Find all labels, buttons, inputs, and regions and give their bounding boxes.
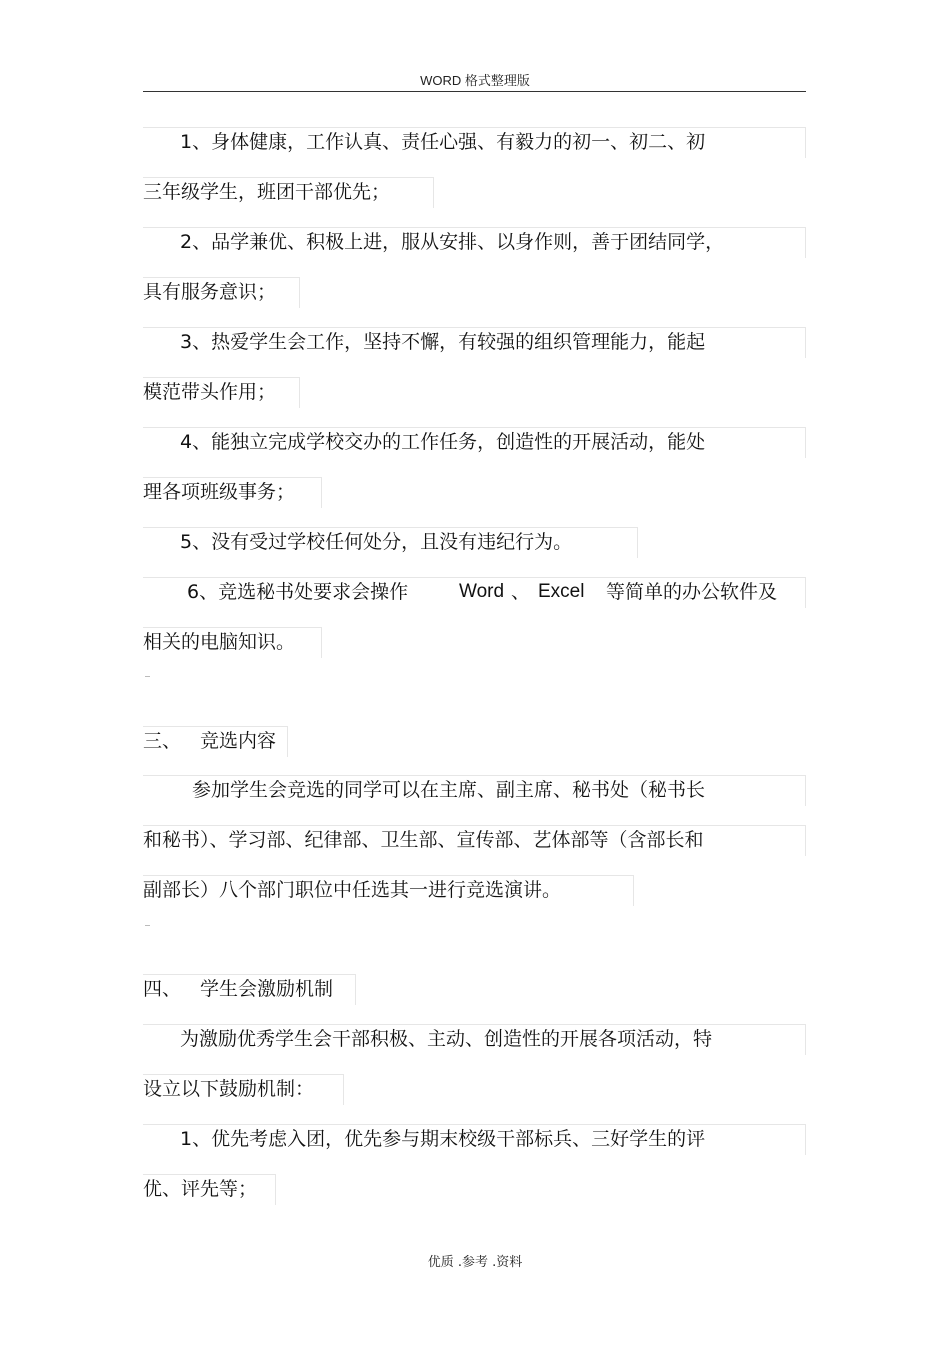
requirement-5: 5、没有受过学校任何处分，且没有违纪行为。	[180, 531, 573, 553]
section-3-body-line-3: 副部长）八个部门职位中任选其一进行竞选演讲。	[143, 879, 562, 901]
separator-mark	[145, 925, 150, 926]
section-4-title: 学生会激励机制	[200, 978, 334, 1000]
requirement-4-line-2: 理各项班级事务；	[143, 481, 296, 503]
section-3-body-line-1: 参加学生会竞选的同学可以在主席、副主席、秘书处（秘书长	[192, 779, 706, 801]
requirement-3-line-2: 模范带头作用；	[143, 381, 277, 403]
requirement-6-line-2: 相关的电脑知识。	[143, 631, 296, 653]
header-rule	[143, 91, 806, 92]
incentive-1-line-2: 优、评先等；	[143, 1178, 258, 1200]
section-4-body-line-2: 设立以下鼓励机制：	[143, 1078, 315, 1100]
page-header: WORD 格式整理版	[420, 73, 530, 88]
requirement-6-word: Word	[459, 581, 505, 602]
requirement-3-line-1: 3、热爱学生会工作，坚持不懈，有较强的组织管理能力，能起	[180, 331, 706, 353]
page-footer: 优质 .参考 .资料	[427, 1255, 523, 1270]
section-4-number: 四、	[143, 978, 182, 1000]
requirement-1-line-1: 1、身体健康，工作认真、责任心强、有毅力的初一、初二、初	[180, 131, 706, 153]
section-4-body-line-1: 为激励优秀学生会干部积极、主动、创造性的开展各项活动，特	[180, 1028, 713, 1050]
section-3-number: 三、	[143, 730, 182, 752]
requirement-4-line-1: 4、能独立完成学校交办的工作任务，创造性的开展活动，能处	[180, 431, 706, 453]
separator-mark	[145, 676, 150, 677]
requirement-2-line-2: 具有服务意识；	[143, 281, 277, 303]
requirement-6-part-1: 6、竞选秘书处要求会操作	[187, 581, 409, 603]
section-3-title: 竞选内容	[200, 730, 277, 752]
requirement-6-part-2: 等简单的办公软件及	[606, 581, 778, 603]
requirement-1-line-2: 三年级学生，班团干部优先；	[143, 181, 391, 203]
section-3-body-line-2: 和秘书）、学习部、纪律部、卫生部、宣传部、艺体部等（含部长和	[143, 829, 704, 851]
requirement-2-line-1: 2、品学兼优、积极上进，服从安排、以身作则，善于团结同学，	[180, 231, 725, 253]
incentive-1-line-1: 1、优先考虑入团，优先参与期末校级干部标兵、三好学生的评	[180, 1128, 706, 1150]
requirement-6-separator: 、	[511, 581, 531, 603]
requirement-6-excel: Excel	[538, 581, 585, 602]
